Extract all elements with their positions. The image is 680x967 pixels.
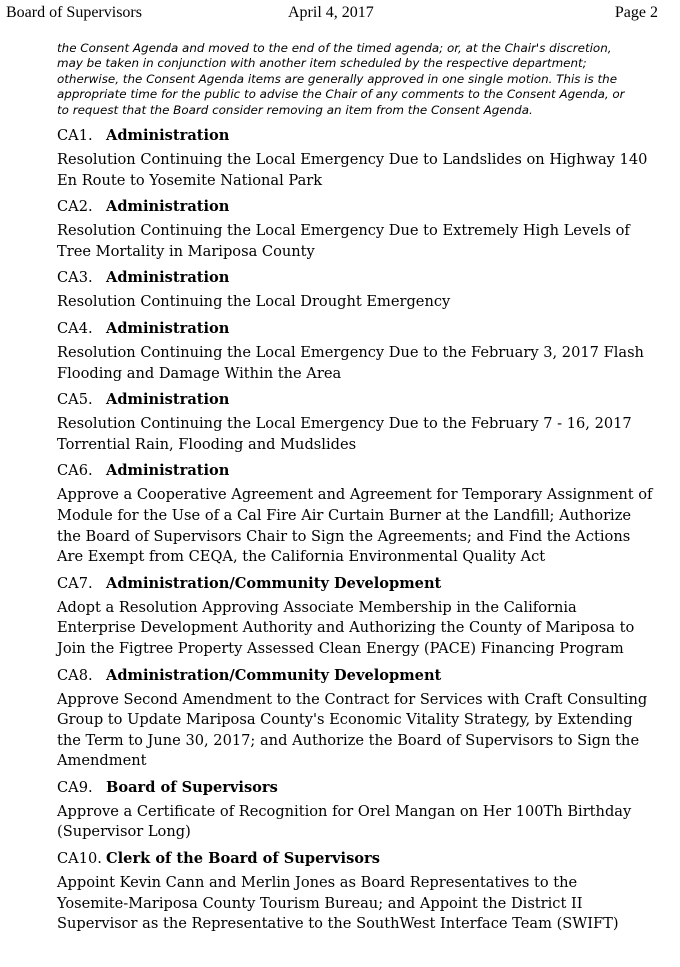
item-line: Enterprise Development Authority and Authorizing the County of Mariposa to <box>57 619 635 637</box>
item-line: Resolution Continuing the Local Drought Emergency <box>57 293 451 311</box>
item-line: Approve Second Amendment to the Contract for Services with Craft Consulting <box>57 690 648 708</box>
item-line: Yosemite-Mariposa County Tourism Bureau; and Appoint the District II <box>57 894 583 912</box>
consent-agenda-intro <box>57 41 657 118</box>
agenda-item-ca7 <box>57 574 657 660</box>
agenda-item-ca6 <box>57 461 657 567</box>
item-line: Appoint Kevin Cann and Merlin Jones as Board Representatives to the <box>57 874 578 892</box>
item-heading <box>57 849 657 869</box>
item-heading <box>57 197 657 217</box>
agenda-item-ca5 <box>57 390 657 455</box>
item-line: En Route to Yosemite National Park <box>57 171 323 189</box>
consent-agenda-items <box>57 126 657 941</box>
item-description <box>57 221 657 262</box>
item-department: Clerk of the Board of Supervisors <box>106 850 380 868</box>
item-number: CA2. <box>57 198 93 216</box>
item-line: Resolution Continuing the Local Emergency Due to Extremely High Levels of <box>57 222 630 240</box>
item-line: Join the Figtree Property Assessed Clean Energy (PACE) Financing Program <box>57 639 624 657</box>
item-department: Administration/Community Development <box>106 666 442 684</box>
item-line: Resolution Continuing the Local Emergency Due to the February 7 - 16, 2017 <box>57 415 632 433</box>
item-number: CA3. <box>57 269 93 287</box>
intro-line: may be taken in conjunction with another item scheduled by the respective department; <box>57 56 587 71</box>
agenda-item-ca2 <box>57 197 657 262</box>
item-description <box>57 802 657 843</box>
item-line: Module for the Use of a Cal Fire Air Curtain Burner at the Landfill; Authorize <box>57 506 632 524</box>
item-line: Approve a Cooperative Agreement and Agreement for Temporary Assignment of <box>57 486 653 504</box>
item-line: Torrential Rain, Flooding and Mudslides <box>57 435 357 453</box>
item-line: Flooding and Damage Within the Area <box>57 364 342 382</box>
item-heading <box>57 778 657 798</box>
item-number: CA7. <box>57 574 93 592</box>
item-description <box>57 485 657 567</box>
agenda-item-ca8 <box>57 666 657 772</box>
item-description <box>57 873 657 935</box>
item-line: the Board of Supervisors Chair to Sign the Agreements; and Find the Actions <box>57 527 631 545</box>
item-line: Are Exempt from CEQA, the California Environmental Quality Act <box>57 548 546 566</box>
agenda-item-ca4 <box>57 319 657 384</box>
item-number: CA6. <box>57 462 93 480</box>
item-department: Administration <box>106 319 230 337</box>
item-number: CA9. <box>57 778 93 796</box>
item-department: Administration <box>106 391 230 409</box>
intro-line: appropriate time for the public to advise the Chair of any comments to the Consent Agenda, or <box>57 87 625 102</box>
item-description <box>57 150 657 191</box>
item-heading <box>57 666 657 686</box>
item-heading <box>57 319 657 339</box>
intro-line: the Consent Agenda and moved to the end of the timed agenda; or, at the Chair's discretion, <box>57 41 612 55</box>
item-line: Resolution Continuing the Local Emergency Due to Landslides on Highway 140 <box>57 151 648 168</box>
item-department: Administration <box>106 198 230 216</box>
item-heading <box>57 268 657 288</box>
item-number: CA5. <box>57 391 93 409</box>
item-line: Resolution Continuing the Local Emergency Due to the February 3, 2017 Flash <box>57 343 644 361</box>
item-number: CA4. <box>57 319 93 337</box>
agenda-item-ca9 <box>57 778 657 843</box>
item-number: CA8. <box>57 666 93 684</box>
item-number: CA1. <box>57 127 93 144</box>
page-header <box>6 4 658 24</box>
item-line: the Term to June 30, 2017; and Authorize the Board of Supervisors to Sign the <box>57 731 640 749</box>
header-board-name: Board of Supervisors <box>6 4 142 21</box>
item-number: CA10. <box>57 850 102 868</box>
item-line: Tree Mortality in Mariposa County <box>57 242 315 260</box>
item-department: Administration <box>106 462 230 480</box>
item-description <box>57 598 657 660</box>
item-department: Administration/Community Development <box>106 574 442 592</box>
item-line: Group to Update Mariposa County's Economic Vitality Strategy, by Extending <box>57 711 633 729</box>
item-line: Amendment <box>57 752 147 770</box>
item-line: (Supervisor Long) <box>57 823 191 841</box>
intro-line: otherwise, the Consent Agenda items are generally approved in one single motion. This is the <box>57 71 618 86</box>
header-date: April 4, 2017 <box>288 4 374 21</box>
item-description <box>57 292 657 313</box>
header-page-number: Page 2 <box>614 4 658 21</box>
item-description <box>57 414 657 455</box>
item-heading <box>57 126 657 146</box>
item-description <box>57 343 657 384</box>
item-department: Administration <box>106 127 230 144</box>
item-heading <box>57 574 657 594</box>
item-line: Supervisor as the Representative to the SouthWest Interface Team (SWIFT) <box>57 915 619 933</box>
intro-line: to request that the Board consider removing an item from the Consent Agenda. <box>57 102 533 117</box>
item-description <box>57 690 657 772</box>
item-heading <box>57 390 657 410</box>
agenda-item-ca1 <box>57 126 657 191</box>
agenda-item-ca3 <box>57 268 657 313</box>
agenda-item-ca10 <box>57 849 657 935</box>
item-department: Board of Supervisors <box>106 778 278 796</box>
item-line: Adopt a Resolution Approving Associate Membership in the California <box>57 598 577 616</box>
item-line: Approve a Certificate of Recognition for Orel Mangan on Her 100Th Birthday <box>57 802 632 820</box>
item-heading <box>57 461 657 481</box>
item-department: Administration <box>106 269 230 287</box>
